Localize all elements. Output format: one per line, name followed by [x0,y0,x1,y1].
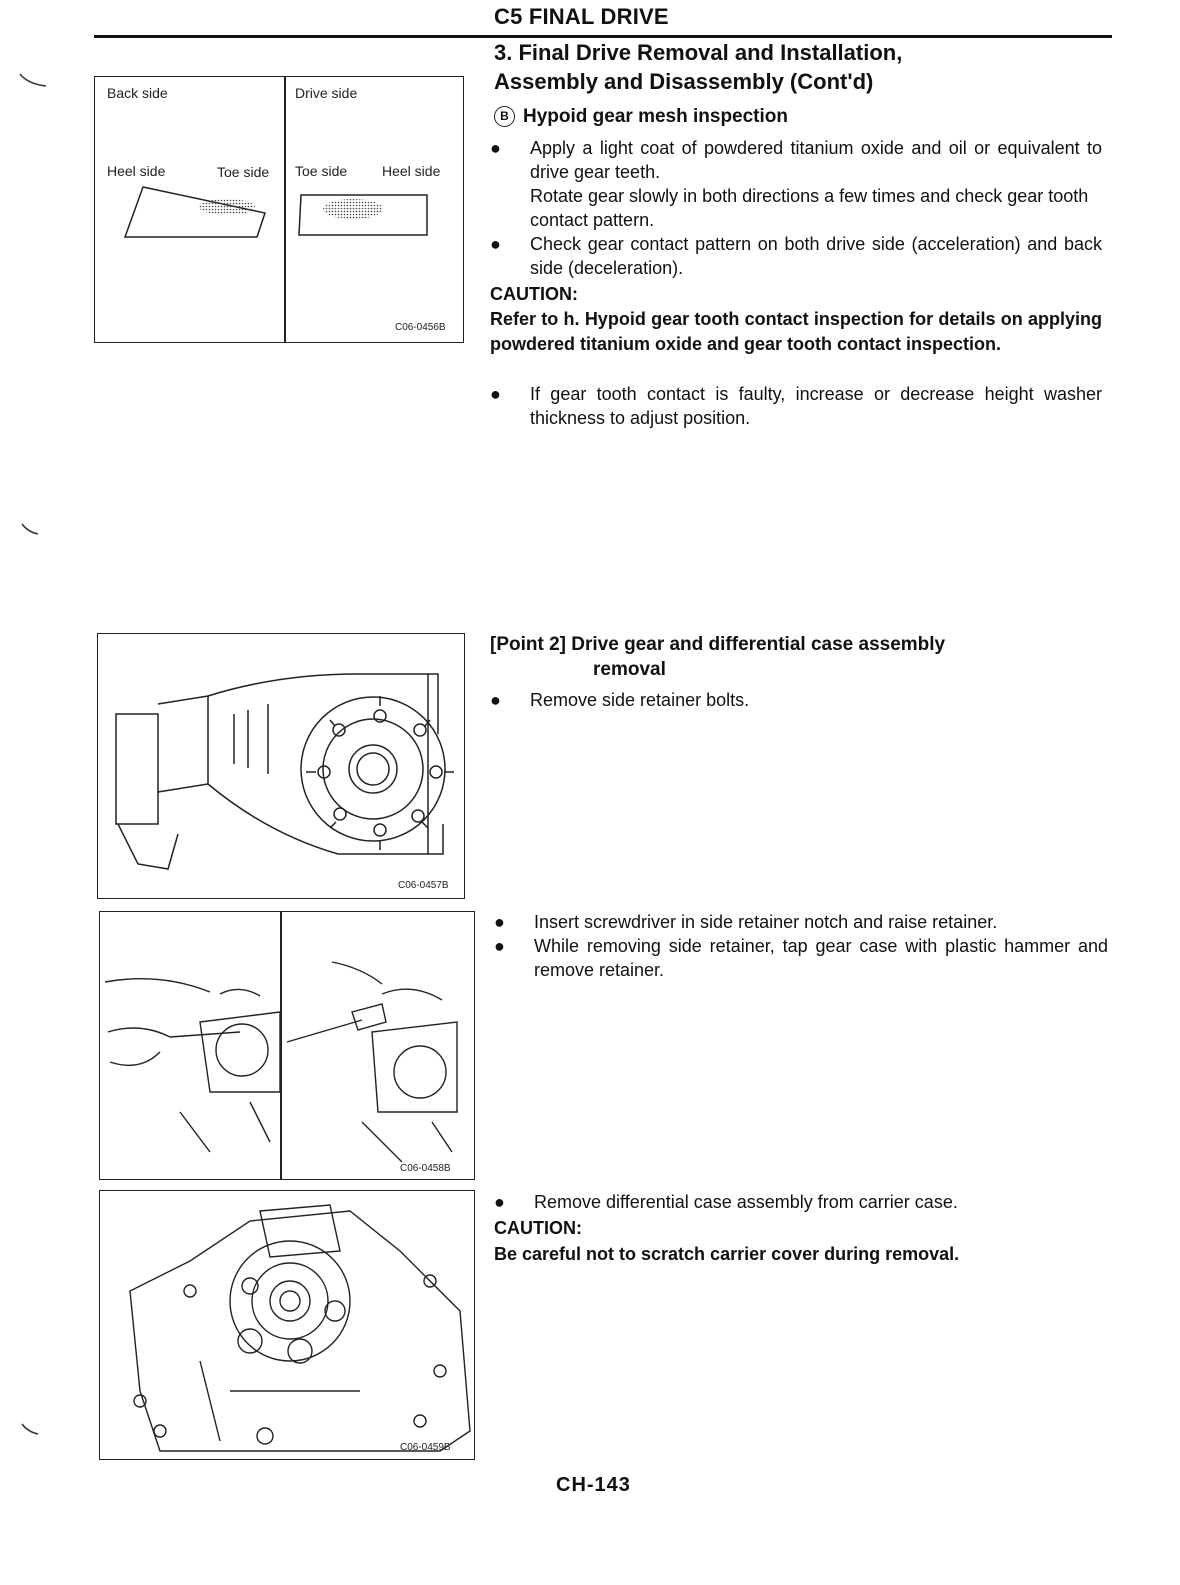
toe-side-right-label: Toe side [295,163,348,179]
bullet-dot: ● [490,138,501,158]
removal-caution-label: CAUTION: [494,1218,582,1238]
carrier-case-drawing [100,1191,474,1459]
drive-side-tooth-drawing [295,189,435,241]
bullet-dot: ● [494,912,505,932]
removal-caution-text: Be careful not to scratch carrier cover during removal. [494,1244,960,1264]
figure-divider [284,77,286,342]
carrier-housing-drawing [98,634,464,898]
heel-side-left-label: Heel side [107,163,166,179]
bullet-dot: ● [490,690,501,710]
page-number: CH-143 [556,1474,631,1496]
margin-mark [18,70,48,90]
retainer-bullet-1-text: Insert screwdriver in side retainer notch and raise retainer. [534,912,998,932]
figure-code: C06-0458B [400,1163,451,1174]
retainer-bolts-figure [97,633,465,899]
point2-heading [490,632,1110,682]
bullet-dot: ● [494,1192,505,1212]
bullet-dot: ● [490,384,501,404]
back-side-label: Back side [107,85,168,101]
back-side-tooth-drawing [115,181,275,241]
step-marker-b: B [494,106,515,127]
margin-mark [20,1420,40,1440]
page-title-line2: Assembly and Disassembly (Cont'd) [494,69,874,94]
bullet-dot: ● [490,234,501,254]
point2-heading-line1: [Point 2] Drive gear and differential case assembly [490,634,946,655]
figure-code: C06-0457B [398,880,449,891]
hypoid-heading-text: Hypoid gear mesh inspection [523,106,788,127]
heel-side-right-label: Heel side [382,163,441,179]
hypoid-caution-label: CAUTION: [490,284,578,304]
retainer-bullet-2-text: While removing side retainer, tap gear case with plastic hammer and remove retainer. [534,936,1108,980]
hypoid-bullet-3-text: If gear tooth contact is faulty, increase or decrease height washer thickness to adjust position. [530,384,1102,428]
removal-bullet-1-text: Remove differential case assembly from carrier case. [534,1192,958,1212]
hypoid-bullet-2-text: Check gear contact pattern on both drive side (acceleration) and back side (deceleration). [530,234,1102,278]
toe-side-left-label: Toe side [217,164,270,180]
hypoid-caution-text: Refer to h. Hypoid gear tooth contact inspection for details on applying powdered titanium oxide and gear tooth contact inspection. [490,309,1102,354]
hypoid-bullet-1-cont: Rotate gear slowly in both directions a few times and check gear tooth contact pattern. [530,186,1089,230]
section-tag: C5 FINAL DRIVE [494,4,669,29]
retainer-removal-figure [99,911,475,1180]
margin-mark [20,520,40,540]
page-title [494,38,1114,96]
figure-code: C06-0456B [395,322,446,333]
drive-side-label: Drive side [295,85,358,101]
differential-removal-figure [99,1190,475,1460]
hypoid-bullet-1-text: Apply a light coat of powdered titanium oxide and oil or equivalent to drive gear teeth. [530,138,1102,182]
hypoid-heading [494,104,788,129]
point2-heading-line2: removal [593,659,666,680]
hammer-drawing [282,912,472,1179]
tooth-contact-figure [94,76,464,343]
figure-code: C06-0459B [400,1442,451,1453]
screwdriver-drawing [100,912,280,1179]
page-title-line1: 3. Final Drive Removal and Installation, [494,40,903,65]
point2-bullet-1-text: Remove side retainer bolts. [530,690,750,710]
bullet-dot: ● [494,936,505,956]
